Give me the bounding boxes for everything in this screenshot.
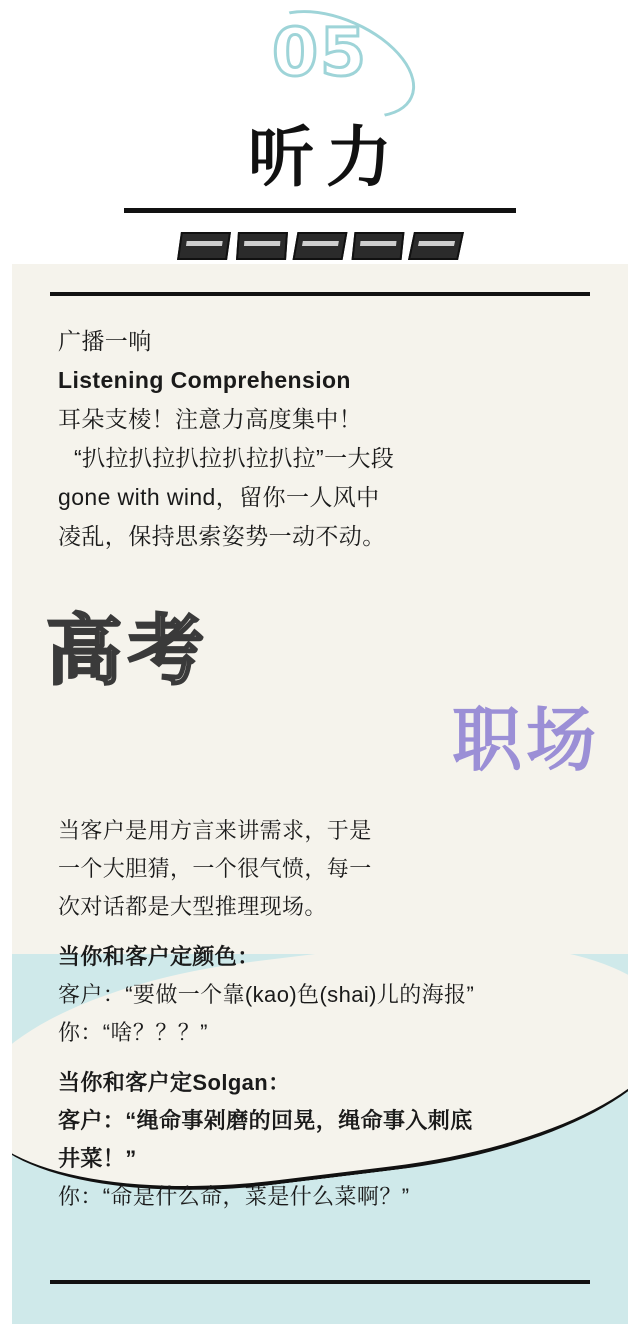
listening-text-block <box>12 322 628 556</box>
page-title: 听力 <box>248 119 404 196</box>
tape-icon <box>352 232 405 260</box>
page-header <box>0 0 640 272</box>
text-line: 当客户是用方言来讲需求，于是 <box>58 818 372 843</box>
tape-icon <box>408 232 464 260</box>
text-line: 你：“命是什么命，菜是什么菜啊？” <box>58 1184 410 1209</box>
text-line: 广播一响 <box>58 328 152 354</box>
card-bottom-divider <box>50 1280 590 1284</box>
content-card <box>12 264 628 1324</box>
text-line: 次对话都是大型推理现场。 <box>58 894 327 919</box>
text-line: Listening Comprehension <box>58 367 351 393</box>
tape-icon <box>177 232 231 260</box>
tape-icon <box>293 232 348 260</box>
spacer <box>58 926 582 938</box>
text-line: 客户：“要做一个靠(kao)色(shai)儿的海报” <box>58 982 475 1007</box>
text-line: 当你和客户定Solgan： <box>58 1070 291 1095</box>
tape-icon <box>236 232 288 260</box>
tape-icon-row <box>0 232 640 260</box>
card-top-divider <box>50 292 590 296</box>
text-line: “扒拉扒拉扒拉扒拉扒拉”一大段 <box>74 445 395 471</box>
text-line: 耳朵支棱！注意力高度集中！ <box>58 406 363 432</box>
text-line: 一个大胆猜，一个很气愤，每一 <box>58 856 372 881</box>
workplace-text-block <box>12 812 628 1216</box>
text-line: 井菜！” <box>58 1146 137 1171</box>
watermark-gaokao: 高考 <box>46 606 210 695</box>
text-line: gone with wind，留你一人风中 <box>58 484 380 510</box>
text-line: 客户：“绳命事剁磨的回晃，绳命事入刺底 <box>58 1108 473 1133</box>
spacer <box>58 1052 582 1064</box>
text-line: 凌乱，保持思索姿势一动不动。 <box>58 523 386 549</box>
watermark-workplace: 职场 <box>452 699 600 781</box>
text-line: 你：“啥？？？” <box>58 1020 208 1045</box>
section-number: 05 <box>272 14 368 91</box>
text-line: 当你和客户定颜色： <box>58 944 260 969</box>
title-divider <box>124 208 516 213</box>
